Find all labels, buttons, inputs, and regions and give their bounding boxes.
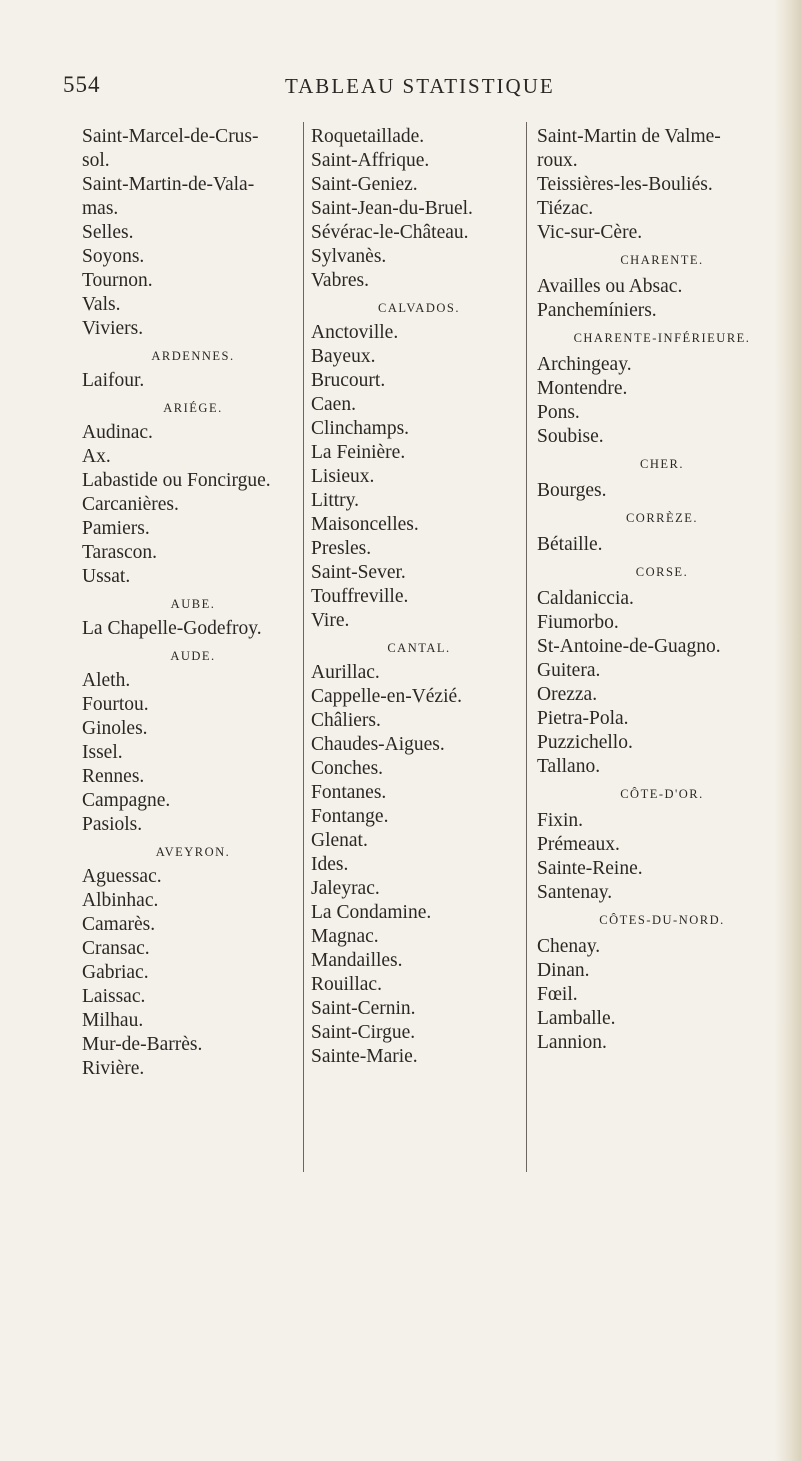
commune-entry: Conches.: [311, 758, 384, 779]
commune-entry: Chenay.: [537, 936, 601, 957]
commune-entry: Audinac.: [82, 422, 153, 443]
commune-entry: Mur-de-Barrès.: [82, 1034, 203, 1055]
commune-entry: Fourtou.: [82, 694, 149, 715]
commune-entry: Rennes.: [82, 766, 145, 787]
commune-entry: La Feinière.: [311, 442, 406, 463]
commune-entry: Châliers.: [311, 710, 381, 731]
commune-entry: Orezza.: [537, 684, 598, 705]
department-heading: ARIÉGE.: [163, 401, 223, 415]
commune-entry: Aleth.: [82, 670, 131, 691]
commune-entry: Saint-Marcel-de-Crus-: [82, 126, 259, 147]
commune-entry: Santenay.: [537, 882, 613, 903]
commune-entry: Saint-Cernin.: [311, 998, 416, 1019]
commune-entry: Soyons.: [82, 246, 145, 267]
commune-entry: Sévérac-le-Château.: [311, 222, 469, 243]
commune-entry: Viviers.: [82, 318, 144, 339]
commune-entry: Bétaille.: [537, 534, 603, 555]
department-heading: AVEYRON.: [155, 845, 231, 859]
commune-entry: Fontanes.: [311, 782, 387, 803]
commune-entry: Presles.: [311, 538, 372, 559]
running-title: TABLEAU STATISTIQUE: [285, 74, 555, 98]
department-heading: AUBE.: [170, 597, 216, 611]
commune-entry: Roquetaillade.: [311, 126, 425, 147]
commune-entry: Glenat.: [311, 830, 368, 851]
commune-entry: Rouillac.: [311, 974, 382, 995]
commune-entry: Rivière.: [82, 1058, 145, 1079]
commune-entry: Prémeaux.: [537, 834, 620, 855]
commune-entry: Tarascon.: [82, 542, 157, 563]
commune-entry: Clinchamps.: [311, 418, 410, 439]
commune-entry: Ussat.: [82, 566, 131, 587]
commune-entry: Archingeay.: [537, 354, 632, 375]
commune-entry: Soubise.: [537, 426, 604, 447]
commune-entry: Brucourt.: [311, 370, 386, 391]
commune-entry: Issel.: [82, 742, 123, 763]
commune-entry: Availles ou Absac.: [537, 276, 683, 297]
department-heading: CHER.: [640, 457, 684, 471]
commune-entry: Milhau.: [82, 1010, 144, 1031]
commune-entry: Jaleyrac.: [311, 878, 380, 899]
commune-entry: Dinan.: [537, 960, 590, 981]
commune-entry: Touffreville.: [311, 586, 409, 607]
page-number: 554: [63, 72, 101, 97]
department-heading: CALVADOS.: [378, 301, 460, 315]
commune-entry: Selles.: [82, 222, 134, 243]
commune-entry: Magnac.: [311, 926, 379, 947]
commune-entry: Campagne.: [82, 790, 171, 811]
commune-entry: Lisieux.: [311, 466, 375, 487]
commune-entry: Pons.: [537, 402, 580, 423]
commune-entry: Guitera.: [537, 660, 601, 681]
commune-entry: Vire.: [311, 610, 350, 631]
department-heading: CANTAL.: [387, 641, 451, 655]
commune-entry: Caldaniccia.: [537, 588, 634, 609]
commune-entry: Carcanières.: [82, 494, 179, 515]
commune-entry: Ax.: [82, 446, 111, 467]
commune-entry: Pietra-Pola.: [537, 708, 629, 729]
commune-entry: Maisoncelles.: [311, 514, 419, 535]
commune-entry: Saint-Sever.: [311, 562, 406, 583]
commune-entry: Saint-Jean-du-Bruel.: [311, 198, 473, 219]
commune-entry: La Condamine.: [311, 902, 432, 923]
commune-entry: Gabriac.: [82, 962, 149, 983]
commune-entry: roux.: [537, 150, 578, 171]
commune-entry: Vic-sur-Cère.: [537, 222, 643, 243]
commune-entry: Fœil.: [537, 984, 578, 1005]
commune-entry: Vals.: [82, 294, 121, 315]
department-heading: CORRÈZE.: [625, 511, 699, 525]
commune-entry: Cappelle-en-Vézié.: [311, 686, 463, 707]
commune-entry: Bourges.: [537, 480, 607, 501]
commune-entry: Ginoles.: [82, 718, 148, 739]
commune-entry: Saint-Affrique.: [311, 150, 430, 171]
commune-entry: Fontange.: [311, 806, 389, 827]
commune-entry: Sylvanès.: [311, 246, 387, 267]
commune-entry: La Chapelle-Godefroy.: [82, 618, 262, 639]
commune-entry: Saint-Cirgue.: [311, 1022, 416, 1043]
commune-entry: Chaudes-Aigues.: [311, 734, 445, 755]
commune-entry: Camarès.: [82, 914, 156, 935]
commune-entry: Fixin.: [537, 810, 584, 831]
commune-entry: Vabres.: [311, 270, 369, 291]
department-heading: CHARENTE-INFÉRIEURE.: [573, 331, 751, 345]
column-2: [311, 125, 527, 1069]
commune-entry: Anctoville.: [311, 322, 399, 343]
commune-entry: Lannion.: [537, 1032, 607, 1053]
commune-entry: Labastide ou Foncirgue.: [82, 470, 271, 491]
commune-entry: sol.: [82, 150, 110, 171]
commune-entry: mas.: [82, 198, 119, 219]
commune-entry: Sainte-Reine.: [537, 858, 643, 879]
department-heading: CORSE.: [635, 565, 689, 579]
column-1: [82, 125, 304, 1081]
commune-entry: Aguessac.: [82, 866, 162, 887]
commune-entry: Tournon.: [82, 270, 153, 291]
commune-entry: Aurillac.: [311, 662, 380, 683]
commune-entry: Bayeux.: [311, 346, 376, 367]
commune-entry: Tiézac.: [537, 198, 594, 219]
commune-entry: Lamballe.: [537, 1008, 616, 1029]
commune-entry: Panchemíniers.: [537, 300, 657, 321]
commune-entry: Ides.: [311, 854, 349, 875]
commune-entry: Saint-Geniez.: [311, 174, 418, 195]
commune-entry: Puzzichello.: [537, 732, 633, 753]
commune-entry: Saint-Martin-de-Vala-: [82, 174, 255, 195]
commune-entry: Albinhac.: [82, 890, 159, 911]
department-heading: ARDENNES.: [151, 349, 235, 363]
department-heading: CÔTE-D'OR.: [620, 787, 704, 801]
commune-entry: Sainte-Marie.: [311, 1046, 418, 1067]
department-heading: AUDE.: [170, 649, 216, 663]
commune-entry: St-Antoine-de-Guagno.: [537, 636, 721, 657]
commune-entry: Laifour.: [82, 370, 145, 391]
commune-entry: Pamiers.: [82, 518, 150, 539]
commune-entry: Teissières-les-Bouliés.: [537, 174, 713, 195]
commune-entry: Tallano.: [537, 756, 601, 777]
commune-entry: Saint-Martin de Valme-: [537, 126, 721, 147]
commune-entry: Laissac.: [82, 986, 146, 1007]
commune-entry: Montendre.: [537, 378, 628, 399]
commune-entry: Fiumorbo.: [537, 612, 619, 633]
commune-entry: Mandailles.: [311, 950, 403, 971]
department-heading: CÔTES-DU-NORD.: [599, 913, 725, 927]
commune-entry: Cransac.: [82, 938, 150, 959]
commune-entry: Caen.: [311, 394, 356, 415]
commune-entry: Littry.: [311, 490, 360, 511]
page-header: [63, 72, 555, 112]
column-3: [537, 125, 787, 1055]
commune-entry: Pasiols.: [82, 814, 143, 835]
department-heading: CHARENTE.: [620, 253, 704, 267]
